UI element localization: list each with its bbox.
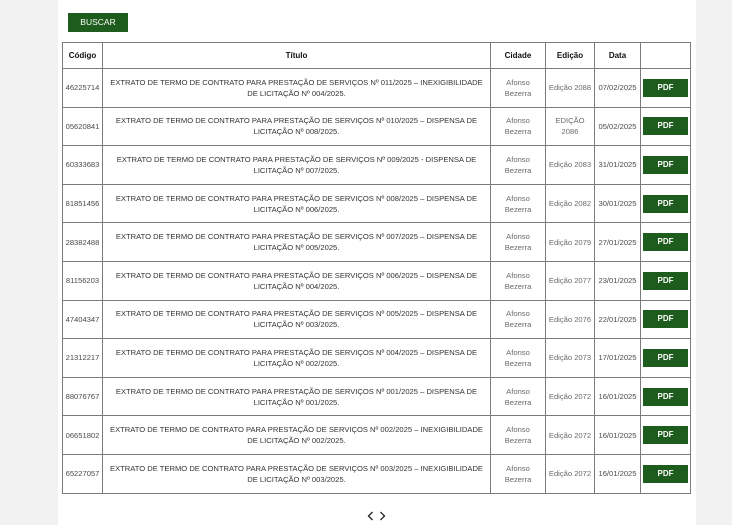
pdf-button[interactable]: PDF [643, 426, 688, 444]
cell-edition: Edição 2088 [546, 69, 595, 108]
pdf-button[interactable]: PDF [643, 465, 688, 483]
cell-title: EXTRATO DE TERMO DE CONTRATO PARA PRESTAÇÃO DE SERVIÇOS Nº 007/2025 – DISPENSA DE LICITAÇÃO Nº 005/2025. [103, 223, 491, 262]
cell-city: Afonso Bezerra [491, 69, 546, 108]
cell-city: Afonso Bezerra [491, 300, 546, 339]
table-body [63, 69, 691, 494]
pdf-button[interactable]: PDF [643, 195, 688, 213]
cell-edition: Edição 2076 [546, 300, 595, 339]
table-row [63, 184, 691, 223]
cell-date: 30/01/2025 [595, 184, 641, 223]
column-header-date: Data [595, 43, 641, 69]
cell-actions [641, 223, 691, 262]
cell-edition: Edição 2082 [546, 184, 595, 223]
cell-date: 07/02/2025 [595, 69, 641, 108]
cell-title: EXTRATO DE TERMO DE CONTRATO PARA PRESTAÇÃO DE SERVIÇOS Nº 004/2025 – DISPENSA DE LICITAÇÃO Nº 002/2025. [103, 339, 491, 378]
cell-code: 46225714 [63, 69, 103, 108]
cell-title: EXTRATO DE TERMO DE CONTRATO PARA PRESTAÇÃO DE SERVIÇOS Nº 001/2025 – DISPENSA DE LICITAÇÃO Nº 001/2025. [103, 377, 491, 416]
cell-date: 22/01/2025 [595, 300, 641, 339]
cell-edition: EDIÇÃO 2086 [546, 107, 595, 146]
cell-actions [641, 339, 691, 378]
cell-actions [641, 261, 691, 300]
column-header-edition: Edição [546, 43, 595, 69]
cell-actions [641, 416, 691, 455]
cell-edition: Edição 2072 [546, 377, 595, 416]
results-table [62, 42, 691, 494]
cell-title: EXTRATO DE TERMO DE CONTRATO PARA PRESTAÇÃO DE SERVIÇOS Nº 009/2025 - DISPENSA DE LICITAÇÃO Nº 007/2025. [103, 146, 491, 185]
cell-date: 31/01/2025 [595, 146, 641, 185]
cell-edition: Edição 2072 [546, 454, 595, 493]
cell-edition: Edição 2072 [546, 416, 595, 455]
cell-code: 28382488 [63, 223, 103, 262]
pagination-prev-button[interactable] [364, 511, 376, 521]
cell-code: 81851456 [63, 184, 103, 223]
cell-city: Afonso Bezerra [491, 223, 546, 262]
cell-date: 17/01/2025 [595, 339, 641, 378]
table-row [63, 416, 691, 455]
cell-code: 05620841 [63, 107, 103, 146]
table-row [63, 69, 691, 108]
cell-edition: Edição 2083 [546, 146, 595, 185]
cell-date: 16/01/2025 [595, 377, 641, 416]
cell-edition: Edição 2077 [546, 261, 595, 300]
cell-title: EXTRATO DE TERMO DE CONTRATO PARA PRESTAÇÃO DE SERVIÇOS Nº 003/2025 – INEXIGIBILIDADE DE LICITAÇÃO Nº 003/2025. [103, 454, 491, 493]
cell-code: 47404347 [63, 300, 103, 339]
cell-city: Afonso Bezerra [491, 454, 546, 493]
cell-actions [641, 454, 691, 493]
pdf-button[interactable]: PDF [643, 156, 688, 174]
cell-city: Afonso Bezerra [491, 261, 546, 300]
pagination-next-button[interactable] [376, 511, 388, 521]
cell-code: 88076767 [63, 377, 103, 416]
pdf-button[interactable]: PDF [643, 388, 688, 406]
cell-actions [641, 184, 691, 223]
cell-title: EXTRATO DE TERMO DE CONTRATO PARA PRESTAÇÃO DE SERVIÇOS Nº 005/2025 – DISPENSA DE LICITAÇÃO Nº 003/2025. [103, 300, 491, 339]
cell-city: Afonso Bezerra [491, 146, 546, 185]
column-header-city: Cidade [491, 43, 546, 69]
table-row [63, 107, 691, 146]
pdf-button[interactable]: PDF [643, 117, 688, 135]
chevron-right-icon [379, 511, 386, 521]
pdf-button[interactable]: PDF [643, 310, 688, 328]
cell-title: EXTRATO DE TERMO DE CONTRATO PARA PRESTAÇÃO DE SERVIÇOS Nº 010/2025 – DISPENSA DE LICITAÇÃO Nº 008/2025. [103, 107, 491, 146]
cell-title: EXTRATO DE TERMO DE CONTRATO PARA PRESTAÇÃO DE SERVIÇOS Nº 011/2025 – INEXIGIBILIDADE DE LICITAÇÃO Nº 004/2025. [103, 69, 491, 108]
cell-date: 16/01/2025 [595, 454, 641, 493]
table-row [63, 223, 691, 262]
cell-actions [641, 377, 691, 416]
table-row [63, 261, 691, 300]
chevron-left-icon [367, 511, 374, 521]
pagination [364, 511, 394, 525]
cell-code: 60333683 [63, 146, 103, 185]
pdf-button[interactable]: PDF [643, 79, 688, 97]
cell-code: 81156203 [63, 261, 103, 300]
search-button[interactable]: BUSCAR [68, 13, 128, 32]
table-row [63, 300, 691, 339]
cell-title: EXTRATO DE TERMO DE CONTRATO PARA PRESTAÇÃO DE SERVIÇOS Nº 008/2025 – DISPENSA DE LICITAÇÃO Nº 006/2025. [103, 184, 491, 223]
content-panel [58, 0, 696, 525]
column-header-title: Título [103, 43, 491, 69]
cell-city: Afonso Bezerra [491, 184, 546, 223]
column-header-actions [641, 43, 691, 69]
cell-actions [641, 69, 691, 108]
cell-city: Afonso Bezerra [491, 377, 546, 416]
cell-city: Afonso Bezerra [491, 339, 546, 378]
cell-title: EXTRATO DE TERMO DE CONTRATO PARA PRESTAÇÃO DE SERVIÇOS Nº 006/2025 – DISPENSA DE LICITAÇÃO Nº 004/2025. [103, 261, 491, 300]
table-header-row [63, 43, 691, 69]
cell-edition: Edição 2079 [546, 223, 595, 262]
table-row [63, 146, 691, 185]
table-row [63, 377, 691, 416]
cell-city: Afonso Bezerra [491, 107, 546, 146]
table-row [63, 339, 691, 378]
cell-title: EXTRATO DE TERMO DE CONTRATO PARA PRESTAÇÃO DE SERVIÇOS Nº 002/2025 – INEXIGIBILIDADE DE LICITAÇÃO Nº 002/2025. [103, 416, 491, 455]
cell-actions [641, 300, 691, 339]
cell-code: 06651802 [63, 416, 103, 455]
cell-date: 05/02/2025 [595, 107, 641, 146]
cell-date: 16/01/2025 [595, 416, 641, 455]
cell-city: Afonso Bezerra [491, 416, 546, 455]
table-row [63, 454, 691, 493]
cell-actions [641, 107, 691, 146]
pdf-button[interactable]: PDF [643, 233, 688, 251]
cell-edition: Edição 2073 [546, 339, 595, 378]
cell-code: 65227057 [63, 454, 103, 493]
cell-date: 27/01/2025 [595, 223, 641, 262]
pdf-button[interactable]: PDF [643, 349, 688, 367]
pdf-button[interactable]: PDF [643, 272, 688, 290]
column-header-code: Código [63, 43, 103, 69]
cell-date: 23/01/2025 [595, 261, 641, 300]
cell-actions [641, 146, 691, 185]
cell-code: 21312217 [63, 339, 103, 378]
